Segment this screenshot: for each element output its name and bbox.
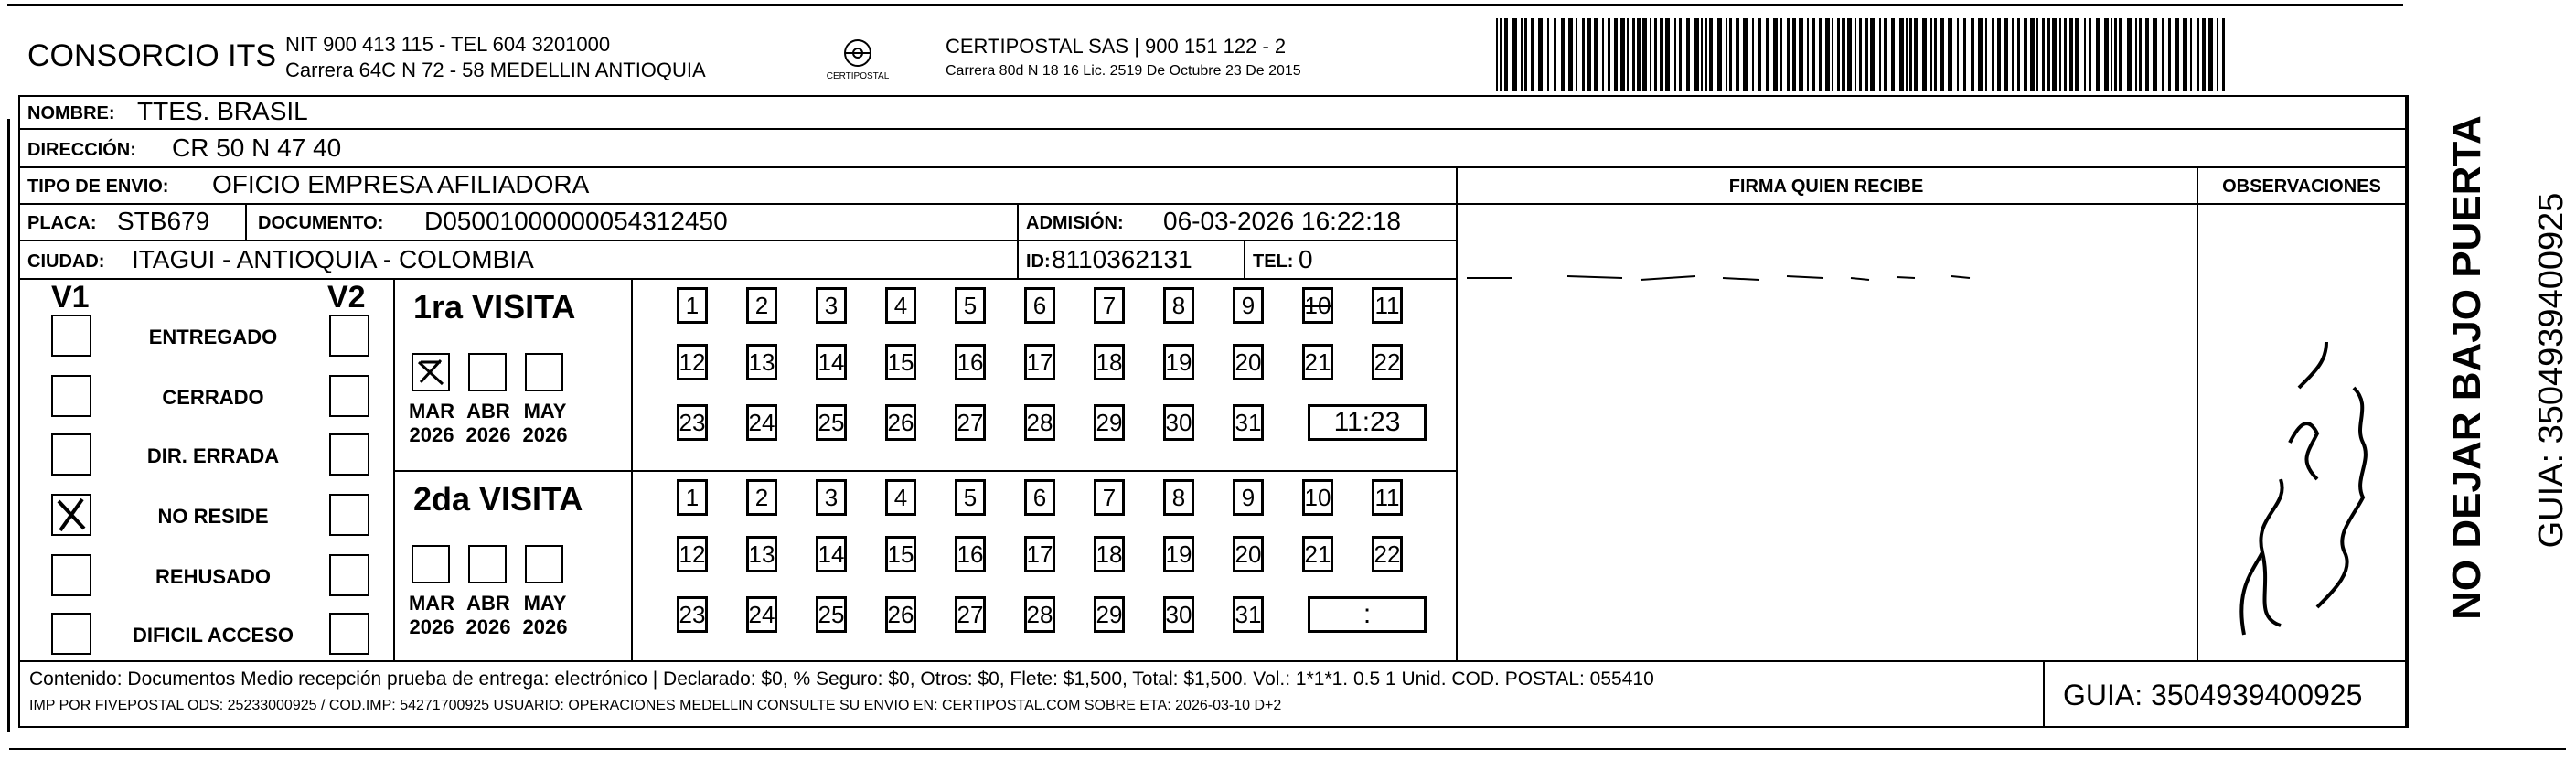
day-box[interactable]: 28: [1024, 596, 1055, 633]
day-box[interactable]: 29: [1094, 404, 1125, 441]
visit-title: 2da VISITA: [413, 480, 583, 518]
day-box[interactable]: 9: [1233, 479, 1264, 516]
day-box[interactable]: 21: [1302, 536, 1333, 572]
day-box[interactable]: 6: [1024, 479, 1055, 516]
day-box[interactable]: 23: [677, 404, 708, 441]
month-year: 2026: [522, 615, 568, 638]
day-box[interactable]: 18: [1094, 344, 1125, 380]
month-year: 2026: [409, 615, 454, 638]
status-label: NO RESIDE: [157, 505, 269, 528]
day-box[interactable]: 26: [885, 404, 916, 441]
admision-value: 06-03-2026 16:22:18: [1163, 207, 1401, 235]
day-box[interactable]: 11: [1372, 479, 1403, 516]
v1-checkbox[interactable]: [51, 554, 91, 596]
month-checkbox[interactable]: [525, 545, 563, 583]
day-box[interactable]: 3: [816, 287, 847, 324]
placa-label: PLACA:: [27, 213, 97, 233]
day-box[interactable]: 18: [1094, 536, 1125, 572]
barcode: [1496, 18, 2228, 91]
v1-checkbox[interactable]: [51, 375, 91, 417]
observation-handwriting: [2198, 205, 2405, 658]
id-value: 8110362131: [1052, 245, 1192, 273]
v2-checkbox[interactable]: [329, 375, 369, 417]
day-box[interactable]: 5: [955, 287, 986, 324]
company-address: Carrera 64C N 72 - 58 MEDELLIN ANTIOQUIA: [285, 59, 706, 81]
day-box[interactable]: 14: [816, 344, 847, 380]
day-box[interactable]: 21: [1302, 344, 1333, 380]
month-checkbox[interactable]: [525, 353, 563, 391]
month-checkbox[interactable]: [412, 545, 450, 583]
day-box[interactable]: 25: [816, 596, 847, 633]
documento-value: D050010000000543124​50: [424, 207, 728, 235]
day-box[interactable]: 3: [816, 479, 847, 516]
recipient-signature-area[interactable]: [1458, 205, 2195, 658]
nombre-label: NOMBRE:: [27, 103, 115, 123]
day-box[interactable]: 4: [885, 479, 916, 516]
day-box[interactable]: 22: [1372, 344, 1403, 380]
month-year: 2026: [522, 423, 568, 446]
day-box[interactable]: 13: [746, 536, 777, 572]
day-box[interactable]: 12: [677, 536, 708, 572]
v2-label: V2: [327, 280, 366, 315]
v1-label: V1: [51, 280, 90, 315]
day-box[interactable]: 8: [1163, 287, 1194, 324]
imp-text: IMP POR FIVEPOSTAL ODS: 25233000925 / COD.IMP: 54271700925 USUARIO: OPERACIONES MEDELLIN CONSULTE SU ENVIO EN: CERTIPOSTAL.COM SOBRE ETA: 2026-03-10 D+2: [29, 698, 1282, 713]
time-box[interactable]: :: [1308, 596, 1427, 633]
day-box[interactable]: 1: [677, 287, 708, 324]
day-box[interactable]: 12: [677, 344, 708, 380]
day-box[interactable]: 27: [955, 596, 986, 633]
tipo-envio-value: OFICIO EMPRESA AFILIADORA: [212, 170, 590, 198]
day-box[interactable]: 31: [1233, 404, 1264, 441]
month-checkbox[interactable]: [468, 353, 507, 391]
day-box[interactable]: 13: [746, 344, 777, 380]
month-year: 2026: [465, 615, 511, 638]
day-box[interactable]: 16: [955, 536, 986, 572]
v2-checkbox[interactable]: [329, 613, 369, 655]
day-box[interactable]: 5: [955, 479, 986, 516]
day-box[interactable]: 22: [1372, 536, 1403, 572]
month-label: MAY: [523, 400, 567, 422]
documento-label: DOCUMENTO:: [258, 213, 384, 233]
day-box[interactable]: 26: [885, 596, 916, 633]
day-box[interactable]: 8: [1163, 479, 1194, 516]
day-box[interactable]: 27: [955, 404, 986, 441]
certipostal-logo: [814, 35, 902, 86]
month-label: ABR: [466, 400, 510, 422]
month-year: 2026: [409, 423, 454, 446]
v1-checkbox[interactable]: [51, 613, 91, 655]
svg-text:CERTIPOSTAL: CERTIPOSTAL: [826, 71, 890, 81]
day-box[interactable]: 24: [746, 596, 777, 633]
ciudad-label: CIUDAD:: [27, 251, 105, 272]
company-name: CONSORCIO ITS: [27, 38, 277, 73]
v1-checkbox[interactable]: [51, 315, 91, 357]
day-box[interactable]: 6: [1024, 287, 1055, 324]
day-box[interactable]: 16: [955, 344, 986, 380]
footer-guia: GUIA: 3504939400925: [2063, 679, 2363, 711]
firma-label: FIRMA QUIEN RECIBE: [1728, 176, 1924, 197]
direccion-value: CR 50 N 47 40: [172, 134, 342, 162]
status-label: REHUSADO: [155, 565, 271, 588]
observaciones-label: OBSERVACIONES: [2222, 176, 2381, 197]
day-box[interactable]: 10: [1302, 287, 1333, 324]
day-box[interactable]: 28: [1024, 404, 1055, 441]
month-label: MAR: [408, 400, 455, 422]
v2-checkbox[interactable]: [329, 494, 369, 536]
day-box[interactable]: 15: [885, 536, 916, 572]
day-box[interactable]: 29: [1094, 596, 1125, 633]
visit-title: 1ra VISITA: [413, 288, 576, 326]
day-box[interactable]: 1: [677, 479, 708, 516]
status-label: ENTREGADO: [148, 326, 278, 348]
day-box[interactable]: 19: [1163, 536, 1194, 572]
day-box[interactable]: 7: [1094, 479, 1125, 516]
status-label: DIR. ERRADA: [146, 444, 280, 467]
status-label: DIFICIL ACCESO: [132, 624, 294, 647]
day-box[interactable]: 30: [1163, 596, 1194, 633]
v2-checkbox[interactable]: [329, 433, 369, 476]
time-box[interactable]: 11:23: [1308, 404, 1427, 441]
certipostal-license: Carrera 80d N 18 16 Lic. 2519 De Octubre 23 De 2015: [946, 63, 1301, 79]
tipo-envio-label: TIPO DE ENVIO:: [27, 176, 169, 197]
day-box[interactable]: 20: [1233, 344, 1264, 380]
status-label: CERRADO: [162, 386, 264, 409]
month-label: ABR: [466, 592, 510, 615]
day-box[interactable]: 30: [1163, 404, 1194, 441]
day-box[interactable]: 19: [1163, 344, 1194, 380]
v2-checkbox[interactable]: [329, 554, 369, 596]
tel-value: 0: [1299, 245, 1313, 273]
month-label: MAR: [408, 592, 455, 615]
direccion-label: DIRECCIÓN:: [27, 140, 136, 160]
v2-checkbox[interactable]: [329, 315, 369, 357]
day-box[interactable]: 31: [1233, 596, 1264, 633]
day-box[interactable]: 23: [677, 596, 708, 633]
day-box[interactable]: 14: [816, 536, 847, 572]
day-box[interactable]: 17: [1024, 344, 1055, 380]
v1-checkbox[interactable]: [51, 433, 91, 476]
side-guia: GUIA: 3504939400925: [2532, 192, 2571, 549]
placa-value: STB679: [117, 207, 210, 235]
day-box[interactable]: 11: [1372, 287, 1403, 324]
day-box[interactable]: 17: [1024, 536, 1055, 572]
day-box[interactable]: 2: [746, 479, 777, 516]
day-box[interactable]: 15: [885, 344, 916, 380]
month-label: MAY: [523, 592, 567, 615]
v1-checkbox[interactable]: [51, 494, 91, 536]
month-year: 2026: [465, 423, 511, 446]
tel-label: TEL:: [1253, 251, 1294, 272]
day-box[interactable]: 4: [885, 287, 916, 324]
day-box[interactable]: 9: [1233, 287, 1264, 324]
day-box[interactable]: 20: [1233, 536, 1264, 572]
company-nit: NIT 900 413 115 - TEL 604 3201000: [285, 33, 611, 56]
month-checkbox[interactable]: [468, 545, 507, 583]
contenido-text: Contenido: Documentos Medio recepción prueba de entrega: electrónico | Declarado: $0, % Seguro: $0, Otros: $0, Flete: $1,500, Total: $1,500. Vol.: 1*1*1. 0.5 1 Unid. COD. POSTAL: 055410: [29, 668, 1654, 690]
day-box[interactable]: 7: [1094, 287, 1125, 324]
certipostal-name: CERTIPOSTAL SAS | 900 151 122 - 2: [946, 35, 1287, 58]
day-box[interactable]: 2: [746, 287, 777, 324]
day-box[interactable]: 10: [1302, 479, 1333, 516]
id-label: ID:: [1026, 251, 1051, 272]
month-checkbox[interactable]: [412, 353, 450, 391]
side-instruction: NO DEJAR BAJO PUERTA GUIA: 3504939400925: [2421, 119, 2531, 631]
day-box[interactable]: 25: [816, 404, 847, 441]
admision-label: ADMISIÓN:: [1026, 213, 1124, 233]
nombre-value: TTES. BRASIL: [137, 97, 308, 125]
day-box[interactable]: 24: [746, 404, 777, 441]
ciudad-value: ITAGUI - ANTIOQUIA - COLOMBIA: [132, 245, 534, 273]
